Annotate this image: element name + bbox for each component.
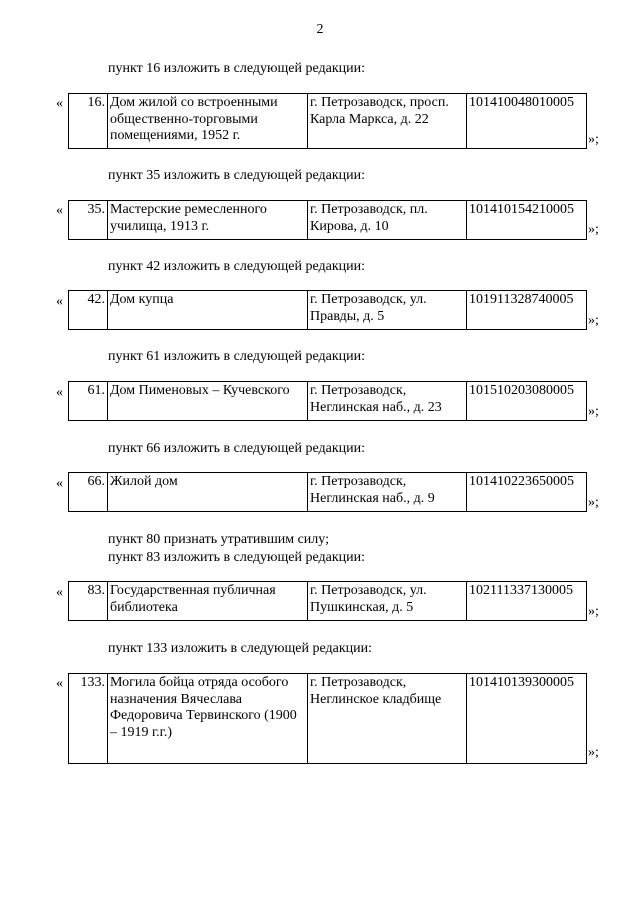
table-row — [69, 94, 587, 149]
cell-number: 35. — [69, 201, 108, 240]
close-quote: »; — [588, 222, 599, 237]
cell-code: 101410048010005 — [467, 94, 587, 149]
instruction-133: пункт 133 изложить в следующей редакции: — [108, 641, 372, 656]
cell-number: 133. — [69, 674, 108, 764]
cell-number: 42. — [69, 291, 108, 330]
cell-code: 101510203080005 — [467, 382, 587, 421]
cell-code: 101410139300005 — [467, 674, 587, 764]
open-quote: « — [56, 385, 63, 400]
record-table-133 — [68, 673, 587, 764]
cell-code: 101911328740005 — [467, 291, 587, 330]
record-table-83 — [68, 581, 587, 621]
table-row — [69, 582, 587, 621]
close-quote: »; — [588, 313, 599, 328]
cell-address: г. Петрозаводск, просп. Карла Маркса, д. 22 — [308, 94, 467, 149]
cell-name: Государственная публичная библиотека — [108, 582, 308, 621]
open-quote: « — [56, 585, 63, 600]
record-table-42 — [68, 290, 587, 330]
record-table-35 — [68, 200, 587, 240]
cell-name: Жилой дом — [108, 473, 308, 512]
open-quote: « — [56, 676, 63, 691]
cell-number: 83. — [69, 582, 108, 621]
close-quote: »; — [588, 604, 599, 619]
close-quote: »; — [588, 495, 599, 510]
cell-name: Дом Пименовых – Кучевского — [108, 382, 308, 421]
cell-address: г. Петрозаводск, Неглинская наб., д. 23 — [308, 382, 467, 421]
page-number: 2 — [316, 22, 324, 37]
cell-address: г. Петрозаводск, пл. Кирова, д. 10 — [308, 201, 467, 240]
close-quote: »; — [588, 404, 599, 419]
cell-name: Дом купца — [108, 291, 308, 330]
cell-number: 66. — [69, 473, 108, 512]
record-table-61 — [68, 381, 587, 421]
cell-name: Дом жилой со встроенными общественно-торговыми помещениями, 1952 г. — [108, 94, 308, 149]
table-row — [69, 201, 587, 240]
cell-address: г. Петрозаводск, ул. Пушкинская, д. 5 — [308, 582, 467, 621]
open-quote: « — [56, 476, 63, 491]
open-quote: « — [56, 96, 63, 111]
instruction-66: пункт 66 изложить в следующей редакции: — [108, 441, 365, 456]
instruction-42: пункт 42 изложить в следующей редакции: — [108, 259, 365, 274]
instruction-16: пункт 16 изложить в следующей редакции: — [108, 61, 365, 76]
cell-name: Могила бойца отряда особого назначения Вячеслава Федоровича Тервинского (1900 – 1919 г.г.) — [108, 674, 308, 764]
instruction-83: пункт 83 изложить в следующей редакции: — [108, 550, 365, 565]
cell-address: г. Петрозаводск, Неглинская наб., д. 9 — [308, 473, 467, 512]
record-table-16 — [68, 93, 587, 149]
table-row — [69, 291, 587, 330]
record-table-66 — [68, 472, 587, 512]
table-row — [69, 674, 587, 764]
open-quote: « — [56, 294, 63, 309]
cell-address: г. Петрозаводск, Неглинское кладбище — [308, 674, 467, 764]
instruction-61: пункт 61 изложить в следующей редакции: — [108, 349, 365, 364]
cell-number: 16. — [69, 94, 108, 149]
cell-code: 102111337130005 — [467, 582, 587, 621]
open-quote: « — [56, 203, 63, 218]
cell-address: г. Петрозаводск, ул. Правды, д. 5 — [308, 291, 467, 330]
cell-number: 61. — [69, 382, 108, 421]
instruction-35: пункт 35 изложить в следующей редакции: — [108, 168, 365, 183]
instruction-80: пункт 80 признать утратившим силу; — [108, 532, 329, 547]
cell-code: 101410154210005 — [467, 201, 587, 240]
table-row — [69, 473, 587, 512]
close-quote: »; — [588, 745, 599, 760]
cell-code: 101410223650005 — [467, 473, 587, 512]
table-row — [69, 382, 587, 421]
close-quote: »; — [588, 132, 599, 147]
cell-name: Мастерские ремесленного училища, 1913 г. — [108, 201, 308, 240]
